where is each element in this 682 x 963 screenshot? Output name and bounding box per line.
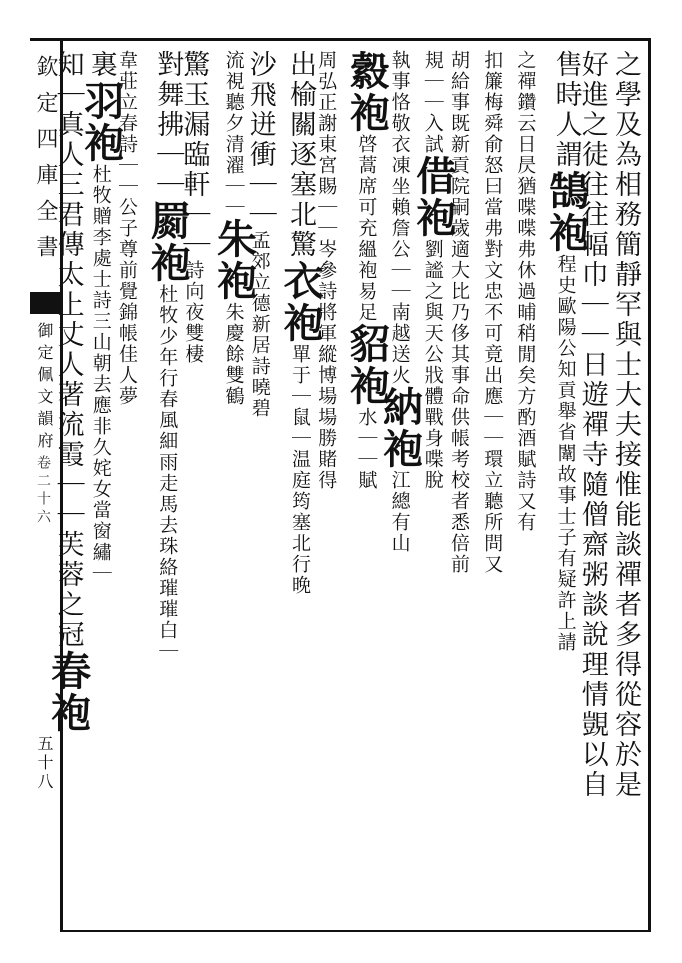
column-text: 好進之徒往往幅巾｜｜日遊禪寺隨僧齋粥談說理情覬以自 [576,50,608,800]
frame-bottom-rule [60,930,650,932]
juan-marker: 卷二十六 [35,455,51,527]
entry-heading: 朱袍 [210,218,258,302]
column-text: 劉謐之與天公戕體戰身喋脫 [421,239,444,491]
column-text: 執事恪敬衣凍坐賴詹公｜｜南越送火 [388,50,411,386]
column-text: 沙飛迸衝｜｜ [244,50,276,230]
collection-title: 欽定四庫全書 [33,55,58,271]
entry-heading: 貂袍 [343,323,391,407]
column-text: 岑參詩將軍縱博場場勝賭得 [315,239,338,491]
column-text: 對舞拂｜｜ [152,50,184,200]
entry-heading: 鵠袍 [542,170,590,254]
column-text: ｜真人三君傳太上丈人著流霞｜｜芙蓉之冠 [52,80,84,650]
folio-number: 五十八 [35,735,54,792]
frame-top-rule [30,38,650,41]
entry-heading: 羽袍 [77,80,125,164]
book-title: 御定佩文韻府 [35,322,54,454]
column-text: 規｜｜入試 [421,50,444,155]
column-text: 江總有山 [388,470,411,554]
column-text: 知 [52,50,84,80]
column-text: 驚玉漏臨軒｜｜ [178,50,210,260]
column-text: 扣簾梅舜俞怒曰當弗對文忠不可竟出應｜｜環立聽所問又 [481,50,504,575]
text-column [343,50,391,491]
column-text: 售時人謂 [550,50,582,170]
text-column [512,50,539,533]
column-text: 之學及為相務簡靜罕與士大夫接惟能談禪者多得從容於是 [610,50,641,800]
entry-heading: 借袍 [409,155,457,239]
column-text: 裏 [85,50,117,80]
column-text: 流視聽夕清濯｜｜ [222,50,245,218]
column-text: 杜牧少年行春風細雨走馬去珠絡璀璀白｜ [156,284,179,662]
column-text: 胡給事既新貢院嗣歲適大比乃侈其事命供帳考校者悉倍前 [448,50,470,575]
entry-heading: 衣袍 [277,260,324,344]
text-column [612,50,639,800]
column-text: 單于｜鼠｜温庭筠塞北行晚 [289,344,311,596]
column-text: 杜牧贈李處士詩三山朝去應非久姹女當窗繡｜ [89,164,112,584]
column-text: 出榆關逐塞北驚 [285,50,316,260]
text-column [542,50,590,653]
text-column [479,50,506,575]
text-column [210,50,258,407]
column-text: 之禪鑽云日昃猶喋喋弗休過晡稍閒矣方酌酒賦詩又有 [514,50,537,533]
column-text: 孟郊立德新居詩曉碧 [248,230,271,419]
entry-heading: 春袍 [44,650,92,734]
frame-right-rule [648,38,651,932]
text-column [144,50,192,662]
text-column [277,50,324,596]
column-text: 朱慶餘雙鶴 [222,302,245,407]
entry-heading: 縠袍 [343,50,391,134]
column-text: 韋莊立春詩｜｜公子尊前覺錦帳佳人夢 [116,50,138,407]
entry-heading: 罽袍 [144,200,192,284]
column-text: 詩向夜雙棲 [182,260,205,365]
column-text: 程史歐陽公知貢舉省闈故事士子有疑許上請 [554,254,577,653]
column-text: 啓蒿席可充縕袍易足 [355,134,378,323]
column-text: 水｜｜賦 [355,407,378,491]
column-text: 周弘正謝東宮賜｜｜ [315,50,338,239]
entry-heading: 納袍 [376,386,424,470]
